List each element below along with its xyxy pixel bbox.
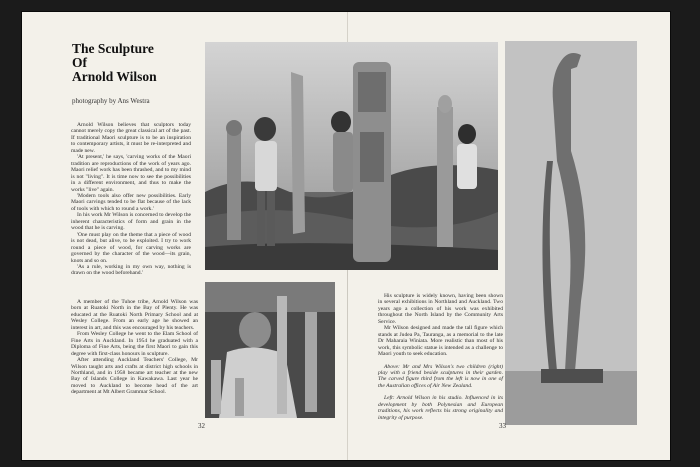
paragraph: Mr Wilson designed and made the tall figure which stands at Judea Pa, Tauranga, as a memorial to the late Dr Maharaia Winiata. More realistic than most of his work, this symbolic statue is intended as a challenge to Maori youth to seek education. xyxy=(378,325,503,358)
tall-sculpture-art xyxy=(505,41,637,425)
paragraph: 'One must play on the theme that a piece of wood is not dead, but alive, to be exploited. I try to work round a piece of wood, for carving works are governed by the character of the wood—its grain, knots and so on. xyxy=(71,231,191,264)
paragraph: 'Modern tools also offer new possibilities. Early Maori carvings tended to be flat because of the lack of tools with which to round a work.' xyxy=(71,192,191,212)
paragraph: After attending Auckland Teachers' College, Mr Wilson taught arts and crafts at district high schools in Northland, and in 1958 became art teacher at the new Bay of Islands College in Kawakawa. Last year he moved to Auckland to become head of the art department at Mt Albert Grammar School. xyxy=(71,357,198,396)
photo-artist-in-studio xyxy=(205,282,335,418)
photo-credit: photography by Ans Westra xyxy=(72,97,150,105)
paragraph: His sculpture is widely known, having been shown in several exhibitions in Northland and Auckland. Two years ago a collection of his work was exhibited throughout the North Island by the Community Arts Service. xyxy=(378,293,503,325)
paragraph: 'At present,' he says, 'carving works of the Maori tradition are reproductions of the work of years ago. Maori relief work has been thrashed, and to my mind is not "living". It is time now to see the possibilities in a different environment, and thus to make the works "live" again. xyxy=(71,154,191,193)
column-1 xyxy=(71,122,191,277)
photo-garden-sculptures-children xyxy=(205,42,498,270)
magazine-spread xyxy=(22,12,670,460)
studio-photo-art xyxy=(205,282,335,418)
article-title xyxy=(72,42,157,84)
title-line-2: Of xyxy=(72,55,87,70)
page-number-right: 33 xyxy=(499,422,506,430)
paragraph: Arnold Wilson believes that sculptors today cannot merely copy the great classical art of the past. If traditional Maori sculpture is to be an inspiration to contemporary artists, it must be re-interpreted and made new. xyxy=(71,122,191,154)
garden-photo-art xyxy=(205,42,498,270)
title-line-1: The Sculpture xyxy=(72,41,154,56)
paragraph: 'As a rule, working in my own way, nothing is drawn on the wood beforehand.' xyxy=(71,263,191,277)
title-line-3: Arnold Wilson xyxy=(72,69,157,84)
page-number-left: 32 xyxy=(198,422,205,430)
column-2 xyxy=(71,299,198,396)
column-3 xyxy=(378,293,503,421)
paragraph: In his work Mr Wilson is concerned to develop the inherent characteristics of form and grain in the wood that he is carving. xyxy=(71,212,191,232)
paragraph: A member of the Tuhoe tribe, Arnold Wilson was born at Ruatoki North in the Bay of Plenty. He was educated at the Ruatoki North Primary School and at Wesley College. From an early age he showed an interest in art, and this was encouraged by his teachers. xyxy=(71,299,198,331)
paragraph: From Wesley College he went to the Elam School of Fine Arts in Auckland. In 1954 he graduated with a Diploma of Fine Arts, being the first Maori to gain this degree with first-class honours in sculpture. xyxy=(71,331,198,357)
caption-left: Left: Arnold Wilson in his studio. Influenced in its development by both Polynesian and European traditions, his work reflects his strong originality and integrity of purpose. xyxy=(378,395,503,421)
caption-above: Above: Mr and Mrs Wilson's two children (right) play with a friend beside sculptures in their garden. The carved figure third from the left is now in one of the Australian offices of Air New Zealand. xyxy=(378,363,503,389)
photo-tall-sculpture xyxy=(505,41,637,425)
